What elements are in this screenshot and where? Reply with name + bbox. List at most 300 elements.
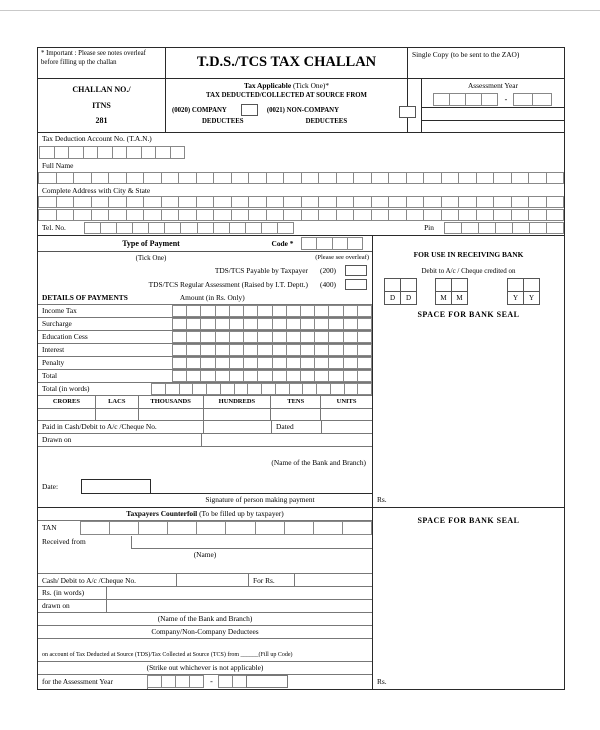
- input-box[interactable]: [289, 383, 304, 395]
- year-digit-box[interactable]: [189, 675, 204, 688]
- company-tick-box[interactable]: [241, 104, 258, 116]
- address-boxes-row-1: [38, 196, 564, 209]
- input-box[interactable]: [458, 172, 477, 184]
- input-box[interactable]: [186, 370, 201, 382]
- input-box[interactable]: [300, 370, 315, 382]
- input-box[interactable]: [196, 209, 215, 221]
- input-box[interactable]: [272, 357, 287, 369]
- input-box[interactable]: [215, 331, 230, 343]
- input-box[interactable]: [388, 172, 407, 184]
- input-box[interactable]: [132, 222, 149, 234]
- input-box[interactable]: [512, 222, 530, 234]
- input-box[interactable]: [151, 383, 166, 395]
- counterfoil-spacer: [38, 562, 372, 573]
- input-box[interactable]: [234, 383, 249, 395]
- input-box[interactable]: [406, 172, 425, 184]
- input-box[interactable]: [91, 172, 110, 184]
- input-box[interactable]: [371, 209, 390, 221]
- input-box[interactable]: [243, 331, 258, 343]
- input-box[interactable]: [423, 196, 442, 208]
- input-box[interactable]: [229, 357, 244, 369]
- input-box[interactable]: [257, 318, 272, 330]
- input-box[interactable]: [371, 172, 390, 184]
- input-box[interactable]: [180, 222, 197, 234]
- year-digit-box[interactable]: [175, 675, 190, 688]
- input-box[interactable]: [143, 172, 162, 184]
- input-box[interactable]: [286, 357, 301, 369]
- input-box[interactable]: [257, 344, 272, 356]
- input-box[interactable]: [100, 222, 117, 234]
- input-box[interactable]: [155, 146, 171, 159]
- input-box[interactable]: [229, 318, 244, 330]
- input-box[interactable]: [266, 209, 285, 221]
- input-box[interactable]: [283, 172, 302, 184]
- dated-cell[interactable]: [321, 421, 372, 433]
- input-box[interactable]: [458, 196, 477, 208]
- input-box[interactable]: [261, 222, 278, 234]
- input-box[interactable]: [56, 196, 75, 208]
- year-digit-box[interactable]: [481, 93, 498, 106]
- input-box[interactable]: [116, 222, 133, 234]
- input-box[interactable]: [318, 196, 337, 208]
- input-box[interactable]: [493, 196, 512, 208]
- input-box[interactable]: [286, 370, 301, 382]
- input-box[interactable]: [257, 305, 272, 317]
- input-box[interactable]: [141, 146, 157, 159]
- interest-label: Interest: [42, 344, 65, 354]
- input-box[interactable]: [277, 222, 294, 234]
- input-box[interactable]: [243, 305, 258, 317]
- input-box[interactable]: [178, 172, 197, 184]
- input-box[interactable]: [200, 305, 215, 317]
- input-box[interactable]: [206, 383, 221, 395]
- input-box[interactable]: [328, 305, 343, 317]
- input-box[interactable]: [266, 172, 285, 184]
- code-400-tick-box[interactable]: [345, 279, 367, 290]
- input-box[interactable]: [328, 344, 343, 356]
- input-box[interactable]: [243, 370, 258, 382]
- input-box[interactable]: [231, 196, 250, 208]
- input-box[interactable]: [388, 209, 407, 221]
- input-box[interactable]: [406, 209, 425, 221]
- input-box[interactable]: [272, 344, 287, 356]
- input-box[interactable]: [186, 357, 201, 369]
- input-box[interactable]: [179, 383, 194, 395]
- year-digit-box[interactable]: [433, 93, 450, 106]
- input-box[interactable]: [336, 172, 355, 184]
- assessment-year-empty-row[interactable]: [422, 107, 564, 120]
- input-box[interactable]: [286, 318, 301, 330]
- input-box[interactable]: [336, 209, 355, 221]
- input-box[interactable]: [528, 209, 547, 221]
- deductee-options-row: [166, 103, 407, 118]
- single-copy-note: Single Copy (to be sent to the ZAO): [412, 50, 520, 59]
- tan-boxes-row: [38, 146, 564, 160]
- input-box[interactable]: [126, 209, 145, 221]
- input-box[interactable]: [165, 383, 180, 395]
- input-box[interactable]: [318, 172, 337, 184]
- input-box[interactable]: [229, 305, 244, 317]
- input-box[interactable]: [248, 196, 267, 208]
- input-box[interactable]: [441, 209, 460, 221]
- input-box[interactable]: [257, 370, 272, 382]
- input-box[interactable]: [84, 222, 101, 234]
- input-box[interactable]: [328, 357, 343, 369]
- input-box[interactable]: [170, 146, 186, 159]
- input-box[interactable]: [200, 344, 215, 356]
- lacs-value-cell[interactable]: [95, 409, 138, 421]
- input-box[interactable]: [215, 318, 230, 330]
- input-box[interactable]: [91, 196, 110, 208]
- input-box[interactable]: [257, 331, 272, 343]
- input-box[interactable]: [200, 370, 215, 382]
- input-box[interactable]: [83, 146, 99, 159]
- input-box[interactable]: [215, 357, 230, 369]
- lacs-header: LACS: [95, 396, 138, 408]
- input-box[interactable]: [178, 196, 197, 208]
- input-box[interactable]: [343, 344, 358, 356]
- input-box[interactable]: [357, 383, 372, 395]
- input-box[interactable]: [192, 383, 207, 395]
- day-letter-cell: D: [384, 291, 401, 305]
- input-box[interactable]: [126, 172, 145, 184]
- deductees-row: [166, 118, 407, 129]
- input-box[interactable]: [546, 196, 565, 208]
- input-box[interactable]: [243, 357, 258, 369]
- year-input-box[interactable]: [523, 278, 540, 292]
- input-box[interactable]: [344, 383, 359, 395]
- year-digit-box[interactable]: [147, 675, 162, 688]
- input-box[interactable]: [458, 209, 477, 221]
- input-box[interactable]: [441, 172, 460, 184]
- input-box[interactable]: [328, 318, 343, 330]
- input-box[interactable]: [357, 344, 372, 356]
- input-box[interactable]: [73, 172, 92, 184]
- input-box[interactable]: [143, 209, 162, 221]
- input-box[interactable]: [286, 305, 301, 317]
- year-digit-box[interactable]: [532, 93, 552, 106]
- input-box[interactable]: [126, 196, 145, 208]
- input-box[interactable]: [301, 196, 320, 208]
- input-box[interactable]: [546, 222, 564, 234]
- input-box[interactable]: [476, 172, 495, 184]
- input-box[interactable]: [255, 521, 285, 535]
- tens-value-cell[interactable]: [270, 409, 320, 421]
- input-box[interactable]: [476, 209, 495, 221]
- input-box[interactable]: [283, 209, 302, 221]
- input-box[interactable]: [172, 370, 187, 382]
- input-box[interactable]: [336, 196, 355, 208]
- input-box[interactable]: [328, 370, 343, 382]
- date-input-box[interactable]: [81, 479, 151, 494]
- day-input-box[interactable]: [400, 278, 417, 292]
- input-box[interactable]: [286, 331, 301, 343]
- receiving-bank-column: [373, 236, 564, 507]
- input-box[interactable]: [272, 305, 287, 317]
- crores-value-cell[interactable]: [38, 409, 95, 421]
- input-box[interactable]: [186, 305, 201, 317]
- input-box[interactable]: [357, 370, 372, 382]
- counterfoil-tan-row: [38, 521, 372, 536]
- counterfoil-cheque-cell[interactable]: [176, 574, 248, 586]
- input-box[interactable]: [54, 146, 70, 159]
- assessment-year-empty-row[interactable]: [422, 120, 564, 132]
- input-box[interactable]: [261, 383, 276, 395]
- input-box[interactable]: [511, 172, 530, 184]
- input-box[interactable]: [495, 222, 513, 234]
- input-box[interactable]: [245, 222, 262, 234]
- input-box[interactable]: [213, 222, 230, 234]
- tel-pin-gap-cell[interactable]: [294, 222, 414, 235]
- input-box[interactable]: [546, 209, 565, 221]
- input-box[interactable]: [196, 196, 215, 208]
- input-box[interactable]: [164, 222, 181, 234]
- input-box[interactable]: [300, 357, 315, 369]
- input-box[interactable]: [314, 357, 329, 369]
- input-box[interactable]: [172, 344, 187, 356]
- input-box[interactable]: [266, 196, 285, 208]
- year-digit-box[interactable]: [232, 675, 247, 688]
- input-box[interactable]: [357, 318, 372, 330]
- input-box[interactable]: [301, 209, 320, 221]
- input-box[interactable]: [213, 209, 232, 221]
- input-box[interactable]: [441, 196, 460, 208]
- input-box[interactable]: [247, 383, 262, 395]
- input-box[interactable]: [167, 521, 197, 535]
- input-box[interactable]: [186, 331, 201, 343]
- input-box[interactable]: [461, 222, 479, 234]
- input-box[interactable]: [318, 209, 337, 221]
- input-box[interactable]: [332, 237, 348, 250]
- units-header-row: [38, 395, 372, 408]
- interest-row: [38, 343, 372, 356]
- year-digit-box[interactable]: [465, 93, 482, 106]
- day-input-box[interactable]: [384, 278, 401, 292]
- input-box[interactable]: [528, 172, 547, 184]
- input-box[interactable]: [314, 344, 329, 356]
- input-box[interactable]: [286, 344, 301, 356]
- input-box[interactable]: [272, 370, 287, 382]
- tds-tcs-challan-form: [37, 47, 565, 690]
- input-box[interactable]: [272, 331, 287, 343]
- input-box[interactable]: [126, 146, 142, 159]
- input-box[interactable]: [215, 305, 230, 317]
- input-box[interactable]: [220, 383, 235, 395]
- input-box[interactable]: [275, 383, 290, 395]
- input-box[interactable]: [316, 237, 332, 250]
- input-box[interactable]: [229, 331, 244, 343]
- input-box[interactable]: [313, 521, 343, 535]
- input-box[interactable]: [328, 331, 343, 343]
- input-box[interactable]: [229, 370, 244, 382]
- input-box[interactable]: [178, 209, 197, 221]
- input-box[interactable]: [343, 318, 358, 330]
- input-box[interactable]: [546, 172, 565, 184]
- input-box[interactable]: [314, 318, 329, 330]
- input-box[interactable]: [371, 196, 390, 208]
- regular-assessment-label: TDS/TCS Regular Assessment (Raised by I.T. Deptt.): [148, 280, 308, 290]
- input-box[interactable]: [229, 344, 244, 356]
- input-box[interactable]: [161, 172, 180, 184]
- signature-line[interactable]: [151, 479, 372, 494]
- input-box[interactable]: [91, 209, 110, 221]
- input-box[interactable]: [172, 357, 187, 369]
- input-box[interactable]: [73, 196, 92, 208]
- units-value-cell[interactable]: [320, 409, 372, 421]
- input-box[interactable]: [301, 172, 320, 184]
- input-box[interactable]: [38, 209, 57, 221]
- input-box[interactable]: [231, 209, 250, 221]
- input-box[interactable]: [357, 331, 372, 343]
- input-box[interactable]: [196, 172, 215, 184]
- input-box[interactable]: [148, 222, 165, 234]
- input-box[interactable]: [143, 196, 162, 208]
- input-box[interactable]: [243, 344, 258, 356]
- input-box[interactable]: [38, 172, 57, 184]
- input-box[interactable]: [73, 209, 92, 221]
- input-box[interactable]: [330, 383, 345, 395]
- input-box[interactable]: [316, 383, 331, 395]
- input-box[interactable]: [388, 196, 407, 208]
- input-box[interactable]: [112, 146, 128, 159]
- input-box[interactable]: [243, 318, 258, 330]
- input-box[interactable]: [343, 357, 358, 369]
- input-box[interactable]: [343, 305, 358, 317]
- input-box[interactable]: [302, 383, 317, 395]
- input-box[interactable]: [172, 331, 187, 343]
- input-box[interactable]: [284, 521, 314, 535]
- cheque-no-cell[interactable]: [203, 421, 271, 433]
- input-box[interactable]: [39, 146, 55, 159]
- input-box[interactable]: [353, 209, 372, 221]
- year-extra-cell[interactable]: [246, 675, 288, 688]
- counterfoil-drawn-on-cell[interactable]: [106, 600, 372, 612]
- input-box[interactable]: [186, 344, 201, 356]
- input-box[interactable]: [353, 196, 372, 208]
- month-input-box[interactable]: [435, 278, 452, 292]
- input-box[interactable]: [172, 318, 187, 330]
- drawn-on-cell[interactable]: [201, 434, 372, 446]
- challan-no-label: CHALLAN NO./: [72, 85, 131, 95]
- non-company-tick-box[interactable]: [399, 106, 416, 118]
- input-box[interactable]: [493, 209, 512, 221]
- year-digit-box[interactable]: [513, 93, 533, 106]
- education-cess-label: Education Cess: [42, 331, 88, 341]
- input-box[interactable]: [215, 370, 230, 382]
- input-box[interactable]: [186, 318, 201, 330]
- input-box[interactable]: [248, 172, 267, 184]
- input-box[interactable]: [196, 521, 226, 535]
- received-from-cell[interactable]: [131, 536, 372, 549]
- input-box[interactable]: [229, 222, 246, 234]
- input-box[interactable]: [300, 318, 315, 330]
- year-digit-box[interactable]: [161, 675, 176, 688]
- input-box[interactable]: [97, 146, 113, 159]
- input-box[interactable]: [300, 331, 315, 343]
- input-box[interactable]: [406, 196, 425, 208]
- input-box[interactable]: [138, 521, 168, 535]
- input-box[interactable]: [357, 305, 372, 317]
- input-box[interactable]: [213, 172, 232, 184]
- input-box[interactable]: [314, 370, 329, 382]
- input-box[interactable]: [357, 357, 372, 369]
- input-box[interactable]: [528, 196, 547, 208]
- input-box[interactable]: [200, 357, 215, 369]
- total-row: [38, 369, 372, 382]
- input-box[interactable]: [200, 318, 215, 330]
- input-box[interactable]: [38, 196, 57, 208]
- input-box[interactable]: [511, 196, 530, 208]
- input-box[interactable]: [215, 344, 230, 356]
- thousands-value-cell[interactable]: [138, 409, 203, 421]
- input-box[interactable]: [172, 305, 187, 317]
- input-box[interactable]: [213, 196, 232, 208]
- input-box[interactable]: [314, 331, 329, 343]
- total-in-words-boxes: [151, 383, 372, 395]
- input-box[interactable]: [347, 237, 363, 250]
- input-box[interactable]: [283, 196, 302, 208]
- input-box[interactable]: [493, 172, 512, 184]
- input-box[interactable]: [423, 209, 442, 221]
- input-box[interactable]: [272, 318, 287, 330]
- input-box[interactable]: [301, 237, 317, 250]
- input-box[interactable]: [353, 172, 372, 184]
- input-box[interactable]: [314, 305, 329, 317]
- input-box[interactable]: [80, 521, 110, 535]
- code-200-tick-box[interactable]: [345, 265, 367, 276]
- input-box[interactable]: [511, 209, 530, 221]
- input-box[interactable]: [476, 196, 495, 208]
- bank-seal-space: [373, 319, 564, 495]
- input-box[interactable]: [108, 172, 127, 184]
- input-box[interactable]: [161, 196, 180, 208]
- input-box[interactable]: [343, 331, 358, 343]
- year-separator: -: [210, 677, 213, 687]
- input-box[interactable]: [108, 196, 127, 208]
- input-box[interactable]: [109, 521, 139, 535]
- input-box[interactable]: [56, 209, 75, 221]
- input-box[interactable]: [248, 209, 267, 221]
- input-box[interactable]: [423, 172, 442, 184]
- input-box[interactable]: [231, 172, 250, 184]
- debit-credited-label: Debit to A/c / Cheque credited on: [421, 266, 516, 275]
- input-box[interactable]: [444, 222, 462, 234]
- input-box[interactable]: [300, 344, 315, 356]
- year-input-box[interactable]: [507, 278, 524, 292]
- input-box[interactable]: [478, 222, 496, 234]
- hundreds-value-cell[interactable]: [203, 409, 271, 421]
- year-digit-box[interactable]: [218, 675, 233, 688]
- input-box[interactable]: [529, 222, 547, 234]
- rs-in-words-cell[interactable]: [106, 587, 372, 599]
- counterfoil-seal-label: SPACE FOR BANK SEAL: [417, 515, 520, 525]
- input-box[interactable]: [200, 331, 215, 343]
- input-box[interactable]: [225, 521, 255, 535]
- input-box[interactable]: [343, 370, 358, 382]
- input-box[interactable]: [342, 521, 372, 535]
- for-rs-cell[interactable]: [294, 574, 372, 586]
- tax-applicable-heading: Tax Applicable (Tick One)*: [243, 80, 330, 90]
- input-box[interactable]: [197, 222, 214, 234]
- year-digit-box[interactable]: [449, 93, 466, 106]
- input-box[interactable]: [108, 209, 127, 221]
- month-input-box[interactable]: [451, 278, 468, 292]
- input-box[interactable]: [56, 172, 75, 184]
- input-box[interactable]: [161, 209, 180, 221]
- input-box[interactable]: [68, 146, 84, 159]
- input-box[interactable]: [300, 305, 315, 317]
- input-box[interactable]: [257, 357, 272, 369]
